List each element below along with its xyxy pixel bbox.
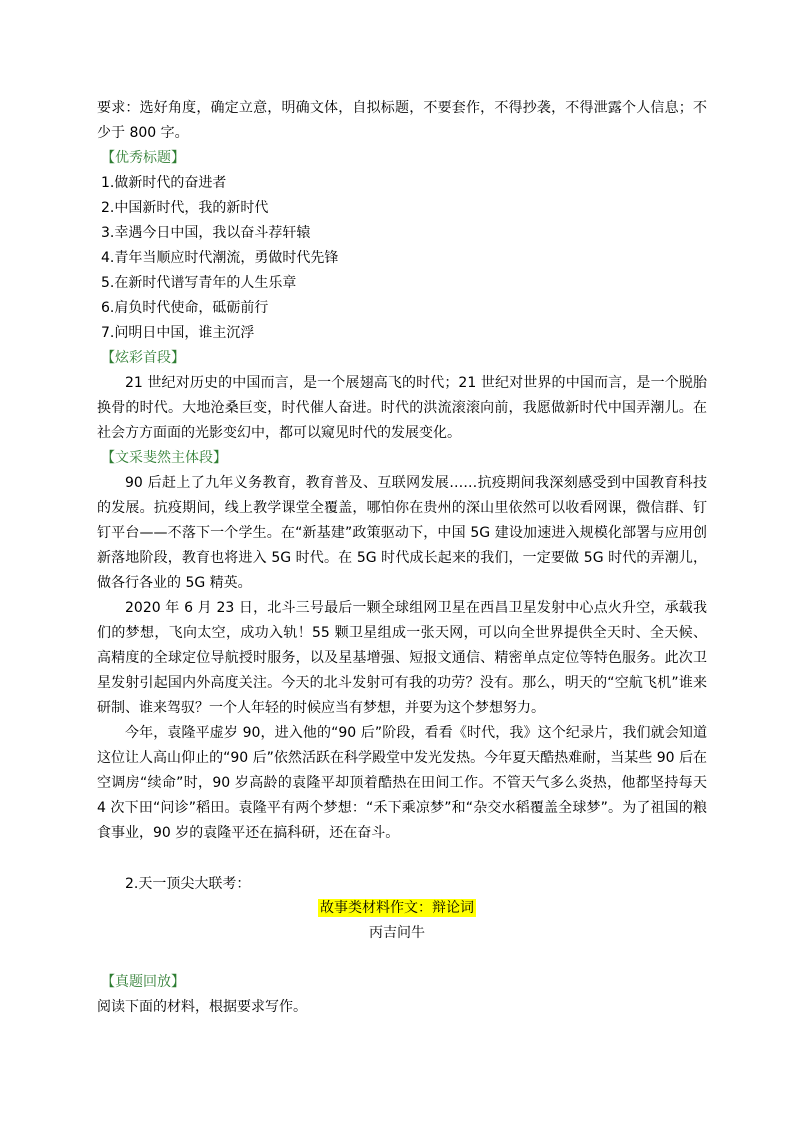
body-paragraph-3: 今年，袁隆平虚岁 90，进入他的“90 后”阶段，看看《时代，我》这个纪录片，我们就会知道这位让人高山仰止的“90 后”依然活跃在科学殿堂中发光发热。今年夏天酷热难耐，当某些 90 后在空调房“续命”时，90 岁高龄的袁隆平却顶着酷热在田间工作。不管天气多么炎热，他都坚持每天 4 次下田“问诊”稻田。袁隆平有两个梦想：“禾下乘凉梦”和“杂交水稻覆盖全球梦”。为了祖国的粮食事业，90 岁的袁隆平还在搞科研，还在奋斗。 [97, 725, 707, 841]
title-item-1: 1.做新时代的奋进者 [101, 175, 227, 191]
titles-heading: 【优秀标题】 [101, 150, 185, 166]
body-paragraph-2: 2020 年 6 月 23 日，北斗三号最后一颗全球组网卫星在西昌卫星发射中心点火升空，承载我们的梦想，飞向太空，成功入轨！55 颗卫星组成一张天网，可以向全世界提供全天时、全天候、高精度的全球定位导航授时服务，以及星基增强、短报文通信、精密单点定位等特色服务。此次卫星发射引起国内外高度关注。今天的北斗发射可有我的功劳？没有。那么，明天的“空航飞机”谁来研制、谁来驾驭？一个人年轻的时候应当有梦想，并要为这个梦想努力。 [97, 600, 707, 716]
body-heading: 【文采斐然主体段】 [101, 450, 227, 466]
story-subtitle: 丙吉问牛 [369, 925, 425, 941]
title-item-2: 2.中国新时代，我的新时代 [101, 200, 269, 216]
story-title: 故事类材料作文：辩论词 [320, 900, 474, 916]
title-item-5: 5.在新时代谱写青年的人生乐章 [101, 275, 297, 291]
section-label: 2.天一顶尖大联考： [125, 876, 251, 892]
opening-heading: 【炫彩首段】 [101, 350, 185, 366]
section-label-block [97, 872, 707, 897]
title-item-4: 4.青年当顺应时代潮流，勇做时代先锋 [101, 250, 339, 266]
title-item-6: 6.肩负时代使命，砥砺前行 [101, 300, 269, 316]
review-block [97, 970, 707, 1020]
title-item-7: 7.问明日中国，谁主沉浮 [101, 325, 255, 341]
instruction-text: 阅读下面的材料，根据要求写作。 [97, 999, 307, 1015]
review-heading: 【真题回放】 [101, 974, 185, 990]
opening-paragraph: 21 世纪对历史的中国而言，是一个展翅高飞的时代；21 世纪对世界的中国而言，是一个脱胎换骨的时代。大地沧桑巨变，时代催人奋进。时代的洪流滚滚向前，我愿做新时代中国弄潮儿。在社会方方面面的光影变幻中，都可以窥见时代的发展变化。 [97, 375, 707, 441]
body-paragraph-1: 90 后赶上了九年义务教育，教育普及、互联网发展……抗疫期间我深刻感受到中国教育科技的发展。抗疫期间，线上教学课堂全覆盖，哪怕你在贵州的深山里依然可以收看网课，微信群、钉钉平台——不落下一个学生。在“新基建”政策驱动下，中国 5G 建设加速进入规模化部署与应用创新落地阶段，教育也将进入 5G 时代。在 5G 时代成长起来的我们，一定要做 5G 时代的弄潮儿，做各行各业的 5G 精英。 [97, 475, 707, 591]
requirement-text: 要求：选好角度，确定立意，明确文体，自拟标题，不要套作，不得抄袭，不得泄露个人信息；不少于 800 字。 [97, 100, 707, 141]
story-subtitle-line [0, 921, 794, 945]
main-content [97, 96, 707, 846]
story-title-line [0, 896, 794, 920]
title-item-3: 3.幸遇今日中国，我以奋斗荐轩辕 [101, 225, 311, 241]
